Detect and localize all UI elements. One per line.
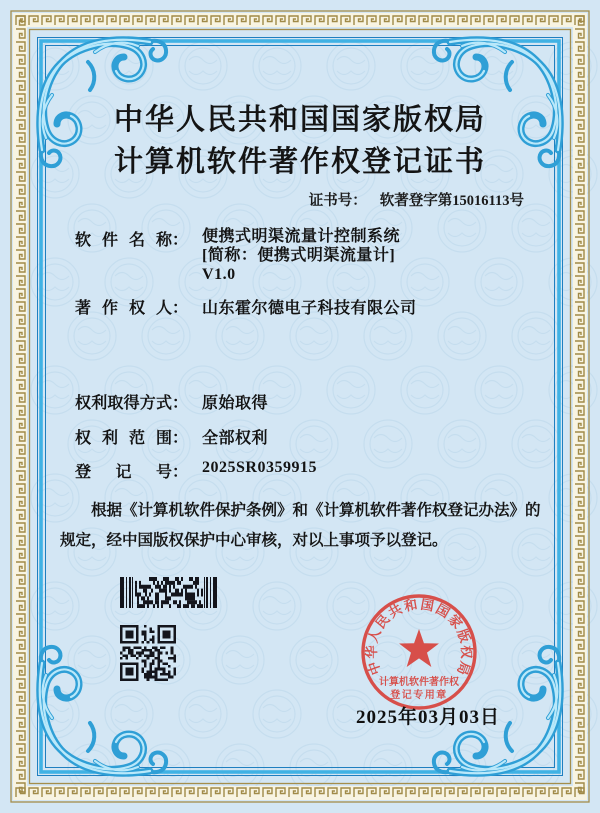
svg-text:人: 人	[365, 626, 384, 645]
svg-text:家: 家	[445, 611, 466, 632]
field-rights-scope	[75, 425, 268, 448]
official-seal	[349, 582, 489, 722]
certificate-number-label: 证书号：	[308, 193, 367, 209]
field-registration-number	[75, 459, 317, 482]
software-name-line2: [简称：便携式明渠流量计]	[202, 247, 396, 264]
svg-text:权: 权	[459, 645, 474, 659]
field-software-name	[75, 227, 400, 284]
field-value: 全部权利	[202, 430, 269, 447]
svg-text:民: 民	[372, 611, 393, 632]
qr-code-icon	[120, 625, 176, 681]
field-colon: ：	[172, 395, 189, 412]
field-label: 著作权人	[75, 300, 172, 317]
registration-date: 2025年03月03日	[356, 707, 501, 728]
software-version: V1.0	[202, 266, 236, 283]
field-label: 软件名称	[75, 232, 172, 249]
certificate-number	[309, 189, 524, 210]
field-colon: ：	[172, 430, 189, 447]
field-label: 登记号	[75, 464, 172, 481]
field-value: 原始取得	[202, 395, 269, 412]
svg-text:局: 局	[454, 659, 473, 678]
svg-text:共: 共	[385, 601, 405, 621]
seal-star-icon	[399, 629, 439, 667]
field-colon: ：	[172, 300, 189, 317]
certificate-title: 计算机软件著作权登记证书	[113, 146, 486, 178]
certificate-number-value: 软著登字第15016113号	[379, 193, 524, 209]
svg-text:国: 国	[433, 601, 453, 621]
field-copyright-owner	[75, 295, 417, 318]
field-label: 权利取得方式	[75, 395, 172, 412]
field-value: 山东霍尔德电子科技有限公司	[202, 300, 417, 317]
field-label: 权利范围	[75, 430, 172, 447]
seal-line2: 登记专用章	[390, 690, 448, 701]
svg-text:国: 国	[419, 596, 436, 614]
field-value: 2025SR0359915	[202, 459, 317, 476]
svg-text:中: 中	[365, 659, 384, 678]
barcode-icon	[120, 577, 217, 608]
software-name-line1: 便携式明渠流量计控制系统	[202, 228, 401, 245]
field-colon: ：	[172, 464, 189, 481]
field-acquisition-method	[75, 390, 268, 413]
issuing-authority-title: 中华人民共和国国家版权局	[113, 104, 486, 136]
field-colon: ：	[172, 232, 189, 249]
svg-text:华: 华	[364, 645, 379, 659]
registration-statement: 根据《计算机软件保护条例》和《计算机软件著作权登记办法》的规定，经中国版权保护中心审核，对以上事项予以登记。	[60, 502, 541, 549]
svg-text:和: 和	[402, 596, 419, 614]
field-value	[202, 227, 400, 284]
svg-text:版: 版	[454, 626, 473, 645]
seal-line1: 计算机软件著作权	[379, 677, 459, 688]
